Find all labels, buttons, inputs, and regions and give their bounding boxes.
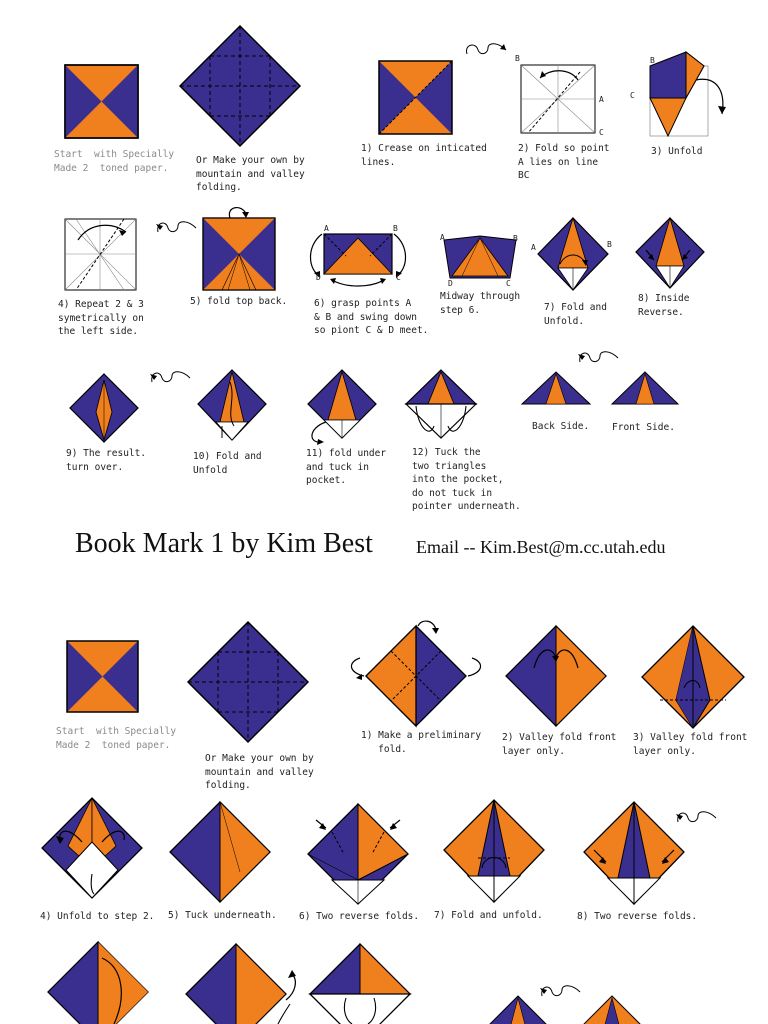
b-step3-valley-figure xyxy=(640,624,746,730)
point-label-c2: C xyxy=(630,91,635,100)
midway-step6-figure xyxy=(440,234,520,284)
caption-step3-top: 3) Unfold xyxy=(651,146,703,157)
caption-start-top: Start with Specially Made 2 toned paper. xyxy=(54,149,175,174)
b-step4-unfold-figure xyxy=(38,796,146,902)
b-step1-preliminary-figure xyxy=(346,622,486,728)
point-label-d3: D xyxy=(316,273,321,282)
step1-crease-figure xyxy=(378,60,454,136)
b-step6-reverse-figure xyxy=(304,802,412,906)
caption-step2-top: 2) Fold so point A lies on line BC xyxy=(518,143,610,181)
caption-step11-top: 11) fold under and tuck in pocket. xyxy=(306,448,387,486)
turn-over-arrow-icon-4 xyxy=(576,348,622,368)
caption-step7-top: 7) Fold and Unfold. xyxy=(544,302,607,327)
caption-step10-top: 10) Fold and Unfold xyxy=(193,451,262,476)
point-label-c4: C xyxy=(506,279,511,288)
author-email: Email -- Kim.Best@m.cc.utah.edu xyxy=(416,537,666,557)
caption-b-step4: 4) Unfold to step 2. xyxy=(40,911,155,922)
point-label-d4: D xyxy=(448,279,453,288)
caption-step12-top: 12) Tuck the two triangles into the pocket, do not tuck in pointer underneath. xyxy=(412,447,521,512)
caption-step8-top: 8) Inside Reverse. xyxy=(638,293,690,318)
blue-diamond-figure xyxy=(178,24,302,148)
point-label-b: B xyxy=(515,54,520,63)
point-label-b3: B xyxy=(393,224,398,233)
caption-back-side: Back Side. xyxy=(532,421,590,432)
step10-fold-unfold-figure xyxy=(196,368,268,442)
point-label-b4: B xyxy=(513,234,518,243)
turn-over-arrow-icon-2 xyxy=(154,218,200,238)
step12-tuck-figure xyxy=(404,368,478,440)
point-label-c3: C xyxy=(396,273,401,282)
front-side-figure xyxy=(610,370,680,406)
point-label-a3: A xyxy=(324,224,329,233)
two-tone-square-figure-b xyxy=(66,640,140,714)
b-step10-partial-figure xyxy=(182,940,302,1024)
point-label-c: C xyxy=(599,128,604,137)
caption-step1-top: 1) Crease on inticated lines. xyxy=(361,143,487,168)
caption-b-step6: 6) Two reverse folds. xyxy=(299,911,420,922)
turn-over-arrow-icon xyxy=(462,40,512,60)
caption-midway-top: Midway through step 6. xyxy=(440,291,521,316)
caption-start-bottom: Start with Specially Made 2 toned paper. xyxy=(56,726,177,751)
b-step11-partial-figure xyxy=(306,940,414,1024)
step2-fold-figure xyxy=(520,64,598,136)
step4-repeat-figure xyxy=(64,218,138,292)
caption-own-paper-bottom: Or Make your own by mountain and valley folding. xyxy=(205,753,314,791)
b-step2-valley-figure xyxy=(504,624,608,728)
step8-inside-reverse-figure xyxy=(634,216,706,292)
caption-step9-top: 9) The result. turn over. xyxy=(66,448,147,473)
step3-unfold-figure xyxy=(634,50,730,140)
blue-diamond-figure-b xyxy=(186,620,310,744)
caption-b-step3: 3) Valley fold front layer only. xyxy=(633,732,748,757)
step9-result-figure xyxy=(68,372,140,444)
caption-step4-top: 4) Repeat 2 & 3 symetrically on the left side. xyxy=(58,299,144,337)
caption-b-step7: 7) Fold and unfold. xyxy=(434,910,543,921)
caption-own-paper-top: Or Make your own by mountain and valley folding. xyxy=(196,155,305,193)
b-step7-fold-unfold-figure xyxy=(442,798,546,906)
b-final-back-partial-figure xyxy=(478,994,558,1024)
caption-front-side: Front Side. xyxy=(612,422,675,433)
back-side-figure xyxy=(520,370,592,406)
caption-step5-top: 5) fold top back. xyxy=(190,296,288,307)
caption-b-step2: 2) Valley fold front layer only. xyxy=(502,732,617,757)
b-step9-partial-figure xyxy=(44,938,152,1024)
caption-b-step5: 5) Tuck underneath. xyxy=(168,910,277,921)
turn-over-arrow-icon-5 xyxy=(674,808,720,828)
point-label-a4: A xyxy=(440,233,445,242)
point-label-a5: A xyxy=(531,243,536,252)
b-step5-tuck-figure xyxy=(168,800,272,904)
b-step8-reverse-figure xyxy=(580,800,688,906)
step5-fold-top-figure xyxy=(200,204,278,294)
turn-over-arrow-icon-3 xyxy=(148,368,194,388)
step6-grasp-figure xyxy=(306,226,410,292)
b-final-front-partial-figure xyxy=(572,994,652,1024)
caption-b-step8: 8) Two reverse folds. xyxy=(577,911,698,922)
point-label-b2: B xyxy=(650,56,655,65)
caption-step6-top: 6) grasp points A & B and swing down so piont C & D meet. xyxy=(314,298,429,336)
page-title: Book Mark 1 by Kim Best xyxy=(75,528,373,559)
step7-fold-unfold-figure xyxy=(536,216,610,294)
point-label-a: A xyxy=(599,95,604,104)
step11-fold-under-figure xyxy=(304,368,380,444)
caption-b-step1: 1) Make a preliminary fold. xyxy=(361,730,482,755)
two-tone-square-figure xyxy=(64,64,140,140)
point-label-b5: B xyxy=(607,240,612,249)
